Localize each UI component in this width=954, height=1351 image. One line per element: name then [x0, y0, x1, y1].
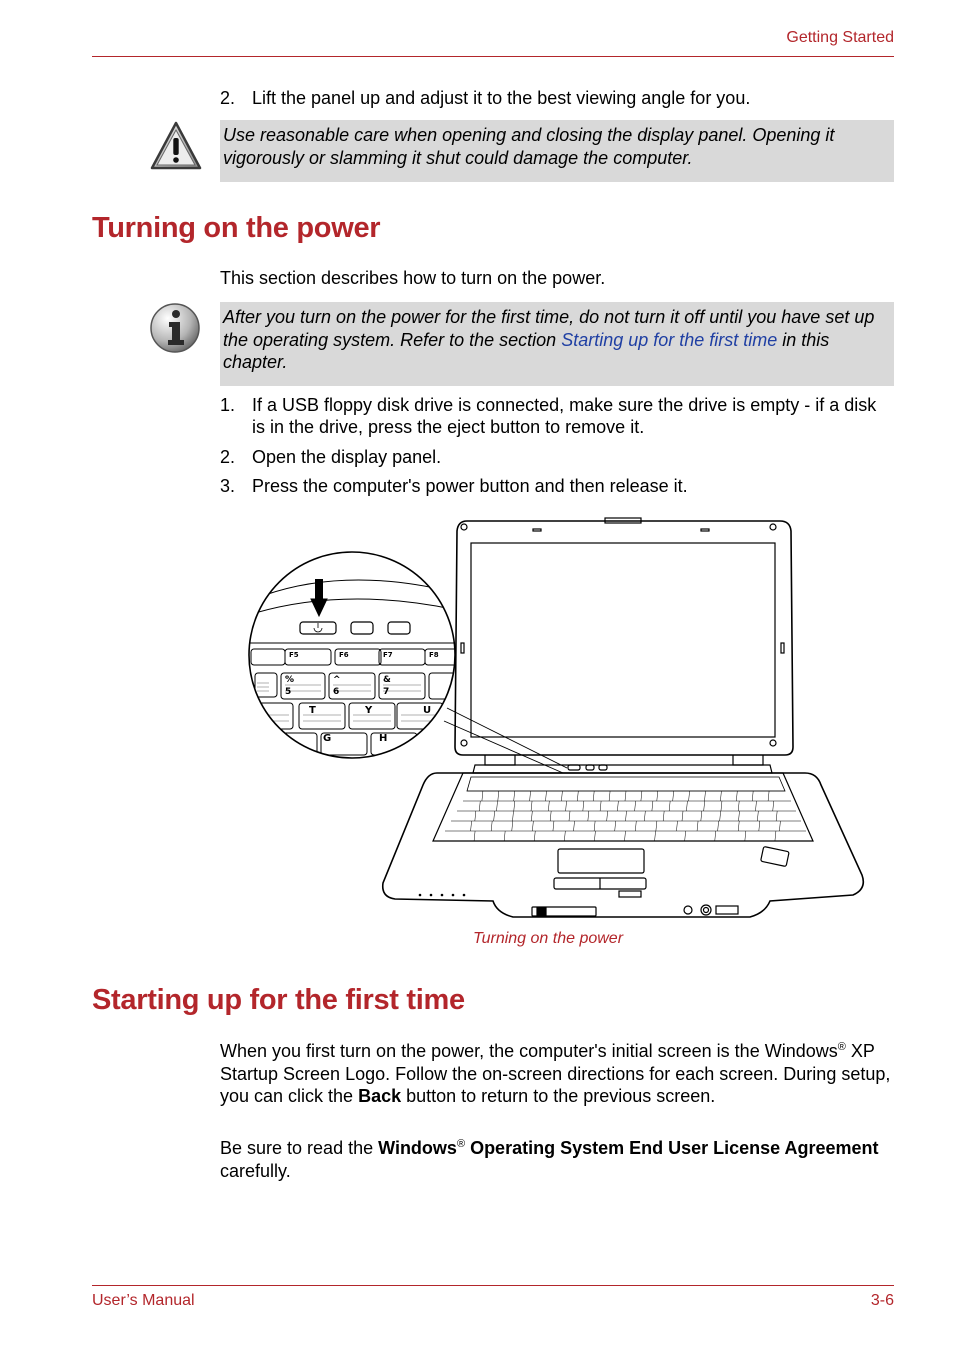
magnifier-key-label: G	[323, 733, 332, 744]
keyboard-key-divider	[738, 801, 739, 811]
keyboard-key-divider	[475, 811, 476, 821]
keyboard-key-divider	[644, 811, 645, 821]
keyboard-key-divider	[474, 831, 475, 841]
header-rule	[92, 56, 894, 57]
keyboard-key-divider	[635, 821, 636, 831]
magnifier-key-label: F6	[339, 651, 349, 659]
keyboard-key-divider	[566, 801, 567, 811]
keyboard-key-divider	[588, 811, 589, 821]
info-note-box	[220, 302, 894, 386]
magnifier-key-label: F8	[429, 651, 439, 659]
registered-mark: ®	[837, 1041, 846, 1053]
paragraph	[220, 1137, 892, 1182]
p1-text-c: button to return to the previous screen.	[401, 1086, 716, 1106]
keyboard-key-divider	[546, 791, 547, 801]
keyboard-key-divider	[491, 821, 492, 831]
section-title-turning-on: Turning on the power	[92, 212, 381, 244]
p1-text-a: When you first turn on the power, the computer's initial screen is the Windows	[220, 1041, 838, 1061]
keyboard-key-divider	[721, 801, 722, 811]
magnifier-key-label: ^	[333, 675, 341, 685]
keyboard-key-divider	[569, 811, 570, 821]
info-icon	[149, 302, 201, 354]
p2-text-c: carefully.	[220, 1160, 291, 1181]
keyboard-key-divider	[593, 791, 594, 801]
magnifier-key-label: F7	[383, 651, 393, 659]
keyboard-key-divider	[550, 811, 551, 821]
magnifier-key-label: %	[285, 675, 295, 685]
keyboard-key-divider	[641, 791, 642, 801]
keyboard-key-divider	[705, 791, 706, 801]
keyboard-key-divider	[498, 791, 499, 801]
step-text: Open the display panel.	[252, 447, 442, 467]
section-title-starting-up: Starting up for the first time	[92, 984, 465, 1016]
step-text: If a USB floppy disk drive is connected, make sure the drive is empty - if a disk is in the drive, press the eject button to remove it.	[252, 395, 877, 437]
keyboard-key-divider	[530, 791, 531, 801]
step-text: Press the computer's power button and then release it.	[252, 476, 688, 496]
figure-caption: Turning on the power	[473, 930, 624, 947]
keyboard-key-divider	[673, 791, 674, 801]
keyboard-key-divider	[532, 821, 533, 831]
keyboard-key-divider	[548, 801, 549, 811]
keyboard-key-divider	[494, 811, 495, 821]
keyboard-key-divider	[715, 831, 716, 841]
keyboard-key-divider	[663, 811, 664, 821]
step-number: 2.	[220, 447, 236, 467]
magnifier-key-label: H	[379, 733, 388, 744]
running-header: Getting Started	[786, 29, 894, 46]
keyboard-key-divider	[720, 811, 721, 821]
keyboard-key-divider	[669, 801, 670, 811]
keyboard-key-divider	[534, 831, 535, 841]
back-term: Back	[358, 1086, 402, 1106]
laptop-power-illustration	[245, 515, 870, 925]
keyboard-key-divider	[471, 821, 472, 831]
magnifier-key-label: T	[309, 705, 316, 716]
magnifier-key-label: 6	[333, 687, 340, 697]
keyboard-key-divider	[635, 801, 636, 811]
keyboard-key-divider	[531, 801, 532, 811]
keyboard-key-divider	[625, 791, 626, 801]
keyboard-key-divider	[759, 821, 760, 831]
footer-manual-title: User’s Manual	[92, 1292, 195, 1309]
keyboard-key-divider	[738, 821, 739, 831]
keyboard-key-divider	[615, 821, 616, 831]
keyboard-key-divider	[504, 831, 505, 841]
keyboard-key-divider	[513, 811, 514, 821]
keyboard-key-divider	[479, 801, 480, 811]
footer-rule	[92, 1285, 894, 1286]
keyboard-key-divider	[739, 811, 740, 821]
p2-text-a: Be sure to read the	[220, 1138, 379, 1158]
list-item	[220, 475, 892, 497]
keyboard-key-divider	[574, 821, 575, 831]
warning-triangle-icon	[150, 120, 202, 172]
keyboard-key-divider	[482, 791, 483, 801]
list-item	[220, 446, 892, 468]
keyboard-key-divider	[553, 821, 554, 831]
keyboard-key-divider	[564, 831, 565, 841]
list-item	[220, 87, 892, 109]
note-text-after: in this chapter.	[223, 329, 830, 372]
keyboard-key-divider	[577, 791, 578, 801]
keyboard-key-divider	[685, 831, 686, 841]
magnifier-key-label: U	[423, 705, 432, 716]
magnifier-key-label: 7	[383, 687, 390, 697]
keyboard-key-divider	[757, 811, 758, 821]
keyboard-key-divider	[617, 801, 618, 811]
keyboard-key-divider	[768, 791, 769, 801]
keyboard-key-divider	[689, 791, 690, 801]
keyboard-key-divider	[773, 801, 774, 811]
keyboard-key-divider	[775, 831, 776, 841]
paragraph	[220, 1040, 892, 1108]
magnifier-key-label: 5	[285, 687, 292, 697]
keyboard-key-divider	[776, 811, 777, 821]
keyboard-key-divider	[752, 791, 753, 801]
registered-mark: ®	[456, 1138, 466, 1150]
caution-text: Use reasonable care when opening and closing the display panel. Opening it vigorously or slamming it shut could damage the computer.	[223, 125, 835, 168]
step-number: 2.	[220, 88, 236, 108]
keyboard-key-divider	[657, 791, 658, 801]
caution-box	[220, 120, 894, 182]
keyboard-key-divider	[718, 821, 719, 831]
magnifier-key-label: Y	[365, 705, 373, 716]
keyboard-key-divider	[531, 811, 532, 821]
keyboard-key-divider	[736, 791, 737, 801]
keyboard-key-divider	[720, 791, 721, 801]
list-item	[220, 394, 892, 438]
keyboard-key-divider	[625, 831, 626, 841]
keyboard-key-divider	[655, 831, 656, 841]
keyboard-key-divider	[609, 791, 610, 801]
keyboard-key-divider	[594, 821, 595, 831]
keyboard-key-divider	[512, 821, 513, 831]
keyboard-key-divider	[583, 801, 584, 811]
keyboard-key-divider	[514, 801, 515, 811]
keyboard-key-divider	[779, 821, 780, 831]
eula-term: Operating System End User License Agreement	[465, 1138, 879, 1158]
link-starting-up[interactable]: Starting up for the first time	[561, 329, 778, 350]
section-intro: This section describes how to turn on the power.	[220, 268, 606, 288]
p1-text-b: XP Startup Screen Logo. Follow the on-screen directions for each screen. During setup, you can click the	[220, 1041, 891, 1106]
keyboard-key-divider	[600, 801, 601, 811]
keyboard-key-divider	[561, 791, 562, 801]
step-number: 3.	[220, 476, 236, 496]
keyboard-key-divider	[594, 831, 595, 841]
keyboard-key-divider	[704, 801, 705, 811]
keyboard-key-divider	[497, 801, 498, 811]
page-number: 3-6	[870, 1292, 894, 1309]
keyboard-key-divider	[514, 791, 515, 801]
step-number: 1.	[220, 395, 236, 415]
keyboard-key-divider	[697, 821, 698, 831]
keyboard-key-divider	[755, 801, 756, 811]
keyboard-key-divider	[607, 811, 608, 821]
keyboard-key-divider	[701, 811, 702, 821]
keyboard-key-divider	[656, 821, 657, 831]
magnifier-key-label: &	[383, 675, 391, 685]
keyboard-key-divider	[686, 801, 687, 811]
magnifier-key-label: F5	[289, 651, 299, 659]
keyboard-key-divider	[745, 831, 746, 841]
keyboard-key-divider	[682, 811, 683, 821]
note-text-before: After you turn on the power for the first time, do not turn it off until you have set up the operating system. Refer to the section	[223, 307, 875, 350]
step-text: Lift the panel up and adjust it to the best viewing angle for you.	[252, 88, 751, 108]
windows-term: Windows	[378, 1138, 457, 1158]
keyboard-key-divider	[676, 821, 677, 831]
keyboard-key-divider	[652, 801, 653, 811]
keyboard-key-divider	[626, 811, 627, 821]
